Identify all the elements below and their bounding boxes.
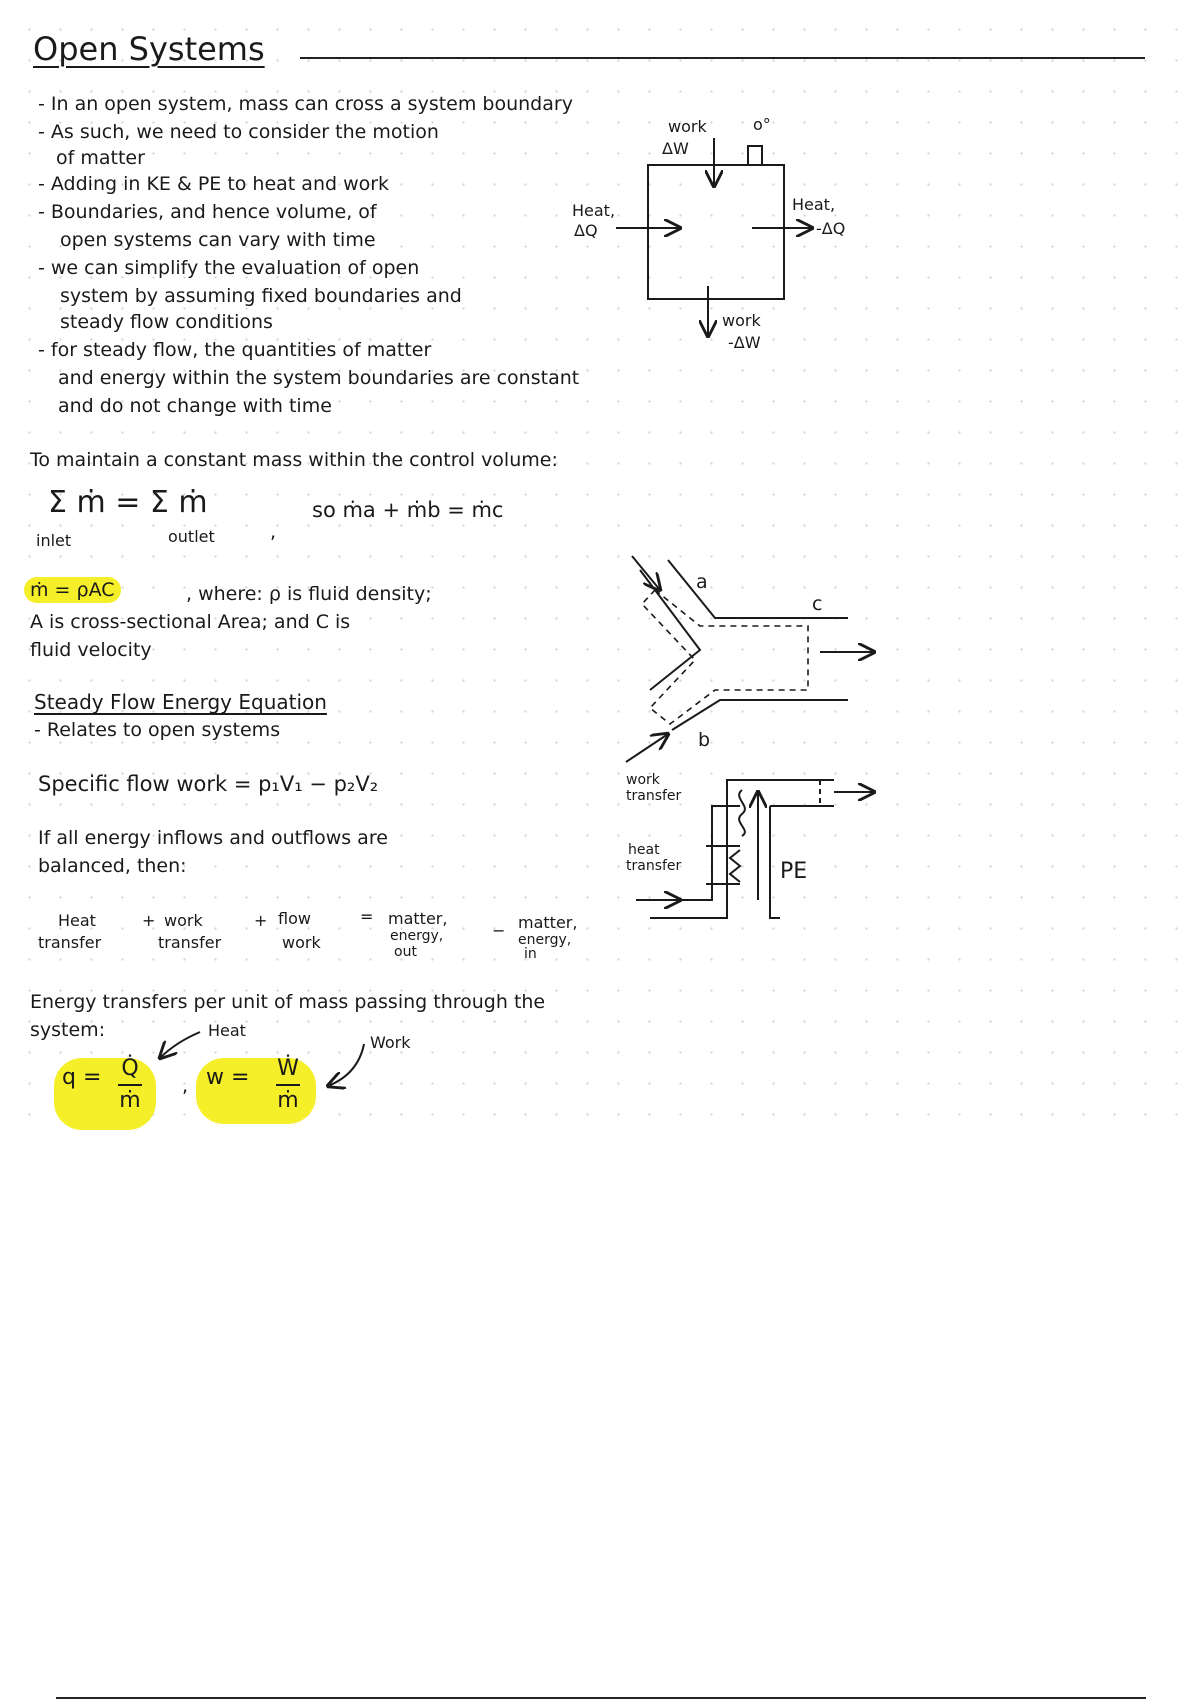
fraction-bar [118, 1084, 142, 1086]
junction-diagram [626, 556, 874, 762]
eq-minus: − [492, 921, 506, 940]
q-lhs: q = [62, 1065, 102, 1090]
eq-heat: Heat [58, 911, 96, 930]
bullet-line: and do not change with time [58, 395, 332, 417]
bullet-line: - As such, we need to consider the motion [38, 121, 439, 143]
mass-comma: , [270, 521, 277, 543]
eq-heat-sub: transfer [38, 933, 102, 952]
system-degree-mark: o° [753, 115, 771, 134]
system-box [648, 165, 784, 299]
system-heat-out-label: Heat, [792, 195, 836, 214]
control-volume [642, 590, 808, 724]
mass-where-line: A is cross-sectional Area; and C is [30, 611, 351, 633]
eq-in-sub: energy, [518, 932, 572, 948]
heater-coil [730, 850, 740, 882]
eq-flow-sub: work [282, 933, 321, 952]
pipe-inner-return [770, 806, 780, 918]
eq-out-sub: out [394, 944, 417, 960]
mass-inlet-label: inlet [36, 531, 72, 550]
junction-outer-left [640, 570, 700, 690]
q-numerator: Q̇ [121, 1056, 139, 1081]
junction-label-c: c [812, 593, 823, 615]
system-heat-out-value: -ΔQ [816, 219, 846, 238]
mass-continuity-equation: so ṁa + ṁb = ṁc [312, 498, 504, 522]
plant-work-label-sub: transfer [626, 788, 682, 804]
inlet-a-arrow [632, 556, 660, 590]
q-denominator: ṁ [119, 1088, 141, 1113]
junction-label-b: b [698, 729, 711, 751]
w-fraction [276, 1056, 300, 1114]
bullet-line: - In an open system, mass can cross a system boundary [38, 93, 573, 115]
eq-plus: + [142, 911, 156, 930]
system-work-in-value: ΔW [662, 139, 689, 158]
sfee-flow-work: Specific flow work = p₁V₁ − p₂V₂ [38, 772, 379, 796]
eq-plus: + [254, 911, 268, 930]
mass-flow-formula [24, 578, 121, 602]
eq-out: matter, [388, 909, 448, 928]
bullet-line: of matter [56, 147, 145, 169]
system-box-diagram [616, 138, 812, 336]
eq-flow: flow [278, 909, 311, 928]
system-heat-in-value: ΔQ [574, 221, 598, 240]
mass-where-line: fluid velocity [30, 639, 152, 661]
plant-heat-label: heat [628, 842, 660, 858]
page-title: Open Systems [33, 30, 265, 68]
eq-in-sub: in [524, 946, 537, 962]
plant-work-label: work [626, 772, 660, 788]
w-lhs: w = [206, 1065, 250, 1090]
bullet-line: system by assuming fixed boundaries and [60, 285, 462, 307]
heat-note: Heat [208, 1021, 246, 1040]
eq-work-sub: transfer [158, 933, 222, 952]
fraction-bar [276, 1084, 300, 1086]
bullet-line: - Adding in KE & PE to heat and work [38, 173, 390, 195]
heat-note-arrow [160, 1032, 200, 1058]
mass-intro: To maintain a constant mass within the control volume: [30, 449, 558, 471]
mass-flow-highlight: ṁ = ρAC [24, 577, 121, 603]
mass-where-line: , where: ρ is fluid density; [186, 583, 432, 605]
system-work-out-value: -ΔW [728, 333, 761, 352]
bullet-line: open systems can vary with time [60, 229, 376, 251]
mass-outlet-label: outlet [168, 527, 215, 546]
title-rule [300, 57, 1145, 59]
plant-pe-label: PE [780, 859, 808, 884]
bullet-line: steady flow conditions [60, 311, 273, 333]
system-vent [748, 146, 762, 165]
bottom-rule [56, 1697, 1146, 1699]
w-numerator: Ẇ [277, 1056, 299, 1081]
work-note-arrow [328, 1044, 364, 1086]
junction-label-a: a [696, 571, 708, 593]
sfee-relates: - Relates to open systems [34, 719, 281, 741]
plant-heat-label-sub: transfer [626, 858, 682, 874]
eq-out-sub: energy, [390, 928, 444, 944]
bullet-line: - for steady flow, the quantities of matter [38, 339, 432, 361]
work-note: Work [370, 1033, 411, 1052]
mass-sigma-equation: Σ ṁ = Σ ṁ [48, 485, 208, 520]
bullet-line: and energy within the system boundaries are constant [58, 367, 580, 389]
inlet-b-arrow [626, 734, 668, 762]
q-fraction [118, 1056, 142, 1114]
sfee-balanced-line: balanced, then: [38, 855, 187, 877]
blank-area [0, 1130, 1200, 1700]
per-mass-intro: Energy transfers per unit of mass passing through the [30, 991, 546, 1013]
system-work-in-label: work [668, 117, 707, 136]
turbine-blade [739, 790, 745, 836]
pipe-inner [650, 806, 740, 900]
w-denominator: ṁ [277, 1088, 299, 1113]
sfee-heading: Steady Flow Energy Equation [34, 690, 327, 714]
bullet-line: - Boundaries, and hence volume, of [38, 201, 377, 223]
bullet-line: - we can simplify the evaluation of open [38, 257, 420, 279]
eq-in: matter, [518, 913, 578, 932]
formula-separator: , [182, 1075, 189, 1097]
eq-equals: = [360, 907, 374, 926]
system-work-out-label: work [722, 311, 761, 330]
junction-outer-bottom [672, 700, 848, 730]
eq-work: work [164, 911, 203, 930]
per-mass-intro: system: [30, 1019, 106, 1041]
sfee-balanced-line: If all energy inflows and outflows are [38, 827, 388, 849]
system-heat-in-label: Heat, [572, 201, 616, 220]
